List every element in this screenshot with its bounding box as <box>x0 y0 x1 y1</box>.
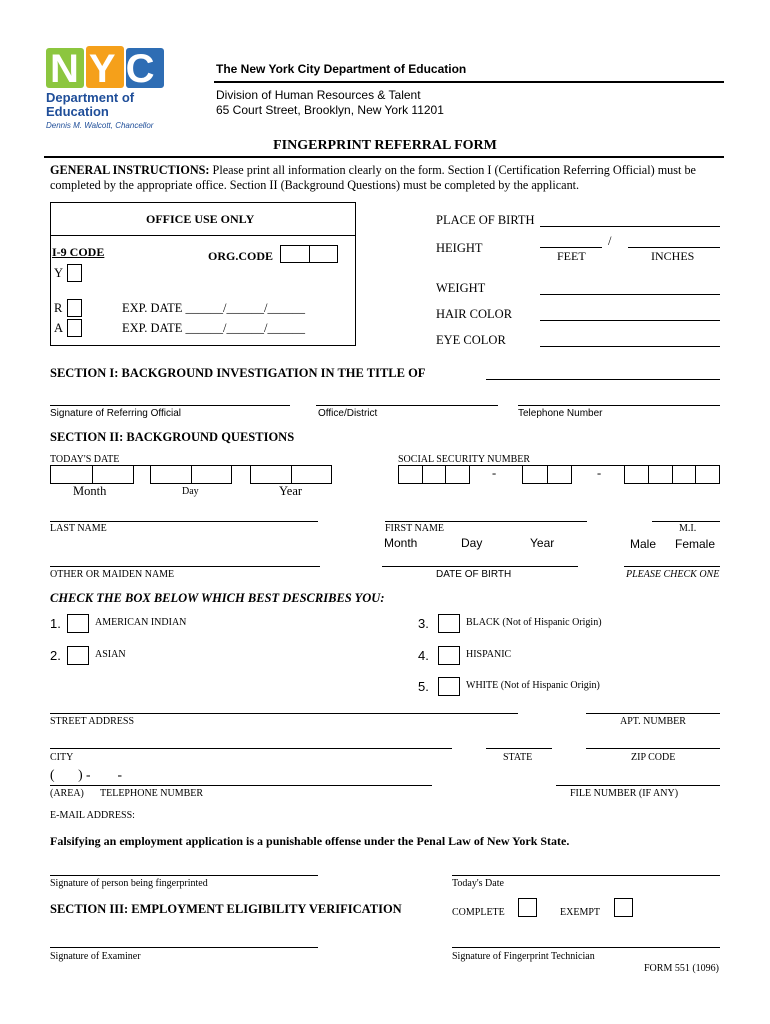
footer-todays-date-label: Today's Date <box>452 878 504 889</box>
header-address: 65 Court Street, Brooklyn, New York 11201 <box>216 103 444 117</box>
a-checkbox[interactable] <box>67 319 82 337</box>
todays-date-day-label: Day <box>182 486 199 497</box>
height-label: HEIGHT <box>436 241 483 255</box>
exempt-checkbox[interactable] <box>614 898 633 917</box>
ethnicity-num-5: 5. <box>418 679 429 694</box>
eye-color-label: EYE COLOR <box>436 333 506 347</box>
r-label: R <box>54 301 63 315</box>
apt-number-label: APT. NUMBER <box>620 716 686 727</box>
title-of-field[interactable] <box>486 379 720 380</box>
org-code-label: ORG.CODE <box>208 249 274 263</box>
exp-date-a[interactable]: EXP. DATE ______/______/______ <box>122 321 305 335</box>
y-label: Y <box>54 266 64 280</box>
height-slash: / <box>608 234 612 248</box>
phone-field[interactable] <box>50 785 432 786</box>
instructions <box>50 163 726 193</box>
dept-line2: Education <box>46 104 109 119</box>
hair-color-label: HAIR COLOR <box>436 307 513 321</box>
exempt-label: EXEMPT <box>560 907 600 918</box>
ethnicity-num-4: 4. <box>418 648 429 663</box>
instructions-label: GENERAL INSTRUCTIONS: <box>50 163 210 177</box>
todays-date-month[interactable] <box>50 465 134 484</box>
ethnicity-checkbox-3[interactable] <box>438 614 460 633</box>
ethnicity-checkbox-1[interactable] <box>67 614 89 633</box>
office-district-label: Office/District <box>318 408 378 419</box>
female-option[interactable]: Female <box>675 537 716 551</box>
dob-year-label: Year <box>530 536 555 550</box>
ethnicity-num-1: 1. <box>50 616 61 631</box>
footer-todays-date-field[interactable] <box>452 875 720 876</box>
section1-phone-field[interactable] <box>518 405 720 406</box>
a-label: A <box>54 321 64 335</box>
place-of-birth-field[interactable] <box>540 226 720 227</box>
height-inches-field[interactable] <box>628 247 720 248</box>
height-feet-field[interactable] <box>540 247 602 248</box>
ethnicity-checkbox-5[interactable] <box>438 677 460 696</box>
gender-field[interactable] <box>624 566 720 567</box>
eye-color-field[interactable] <box>540 346 720 347</box>
email-label: E-MAIL ADDRESS: <box>50 810 135 821</box>
ethnicity-checkbox-4[interactable] <box>438 646 460 665</box>
phone-format[interactable]: ( ) - - <box>50 767 122 782</box>
ethnicity-num-3: 3. <box>418 616 429 631</box>
apt-number-field[interactable] <box>586 713 720 714</box>
hair-color-field[interactable] <box>540 320 720 321</box>
office-use-title: OFFICE USE ONLY <box>146 212 255 226</box>
nyc-logo <box>44 44 166 134</box>
ethnicity-label-2: ASIAN <box>95 649 126 660</box>
ethnicity-num-2: 2. <box>50 648 61 663</box>
maiden-name-label: OTHER OR MAIDEN NAME <box>50 569 175 580</box>
header-rule <box>214 81 724 83</box>
first-name-field[interactable] <box>385 521 587 522</box>
org-code-input[interactable] <box>280 245 338 263</box>
ethnicity-prompt: CHECK THE BOX BELOW WHICH BEST DESCRIBES YOU: <box>50 591 385 605</box>
area-label: (AREA) <box>50 788 84 799</box>
i9-code-label: I-9 CODE <box>52 245 105 259</box>
inches-label: INCHES <box>651 249 695 263</box>
ethnicity-label-1: AMERICAN INDIAN <box>95 617 187 628</box>
mi-label: M.I. <box>679 523 697 534</box>
ssn-part2[interactable] <box>522 465 572 484</box>
mi-field[interactable] <box>652 521 720 522</box>
org-name: The New York City Department of Education <box>216 62 467 76</box>
weight-field[interactable] <box>540 294 720 295</box>
dob-field[interactable] <box>382 566 578 567</box>
y-checkbox[interactable] <box>67 264 82 282</box>
complete-label: COMPLETE <box>452 907 505 918</box>
examiner-sig-label: Signature of Examiner <box>50 951 141 962</box>
nyc-logo-text: NYC <box>50 47 165 91</box>
ethnicity-label-3: BLACK (Not of Hispanic Origin) <box>466 617 602 628</box>
todays-date-year[interactable] <box>250 465 332 484</box>
technician-sig-label: Signature of Fingerprint Technician <box>452 951 595 962</box>
state-label: STATE <box>503 752 533 763</box>
todays-date-year-label: Year <box>279 484 303 498</box>
zip-code-label: ZIP CODE <box>631 752 676 763</box>
city-label: CITY <box>50 752 74 763</box>
city-field[interactable] <box>50 748 452 749</box>
male-option[interactable]: Male <box>630 537 657 551</box>
todays-date-day[interactable] <box>150 465 232 484</box>
file-number-field[interactable] <box>556 785 720 786</box>
title-rule <box>44 156 724 158</box>
ssn-dash1: - <box>492 466 497 480</box>
maiden-name-field[interactable] <box>50 566 320 567</box>
ethnicity-label-5: WHITE (Not of Hispanic Origin) <box>466 680 600 691</box>
falsifying-warning: Falsifying an employment application is a punishable offense under the Penal Law of New York State. <box>50 834 570 848</box>
feet-label: FEET <box>557 249 586 263</box>
ethnicity-checkbox-2[interactable] <box>67 646 89 665</box>
person-sig-label: Signature of person being fingerprinted <box>50 878 208 889</box>
section1-title: SECTION I: BACKGROUND INVESTIGATION IN THE TITLE OF <box>50 366 426 380</box>
dob-label: DATE OF BIRTH <box>436 569 512 580</box>
ssn-part1[interactable] <box>398 465 470 484</box>
place-of-birth-label: PLACE OF BIRTH <box>436 213 535 227</box>
referring-official-sig-label: Signature of Referring Official <box>50 408 181 419</box>
ethnicity-label-4: HISPANIC <box>466 649 512 660</box>
file-number-label: FILE NUMBER (IF ANY) <box>570 788 679 799</box>
ssn-dash2: - <box>597 466 602 480</box>
ssn-part3[interactable] <box>624 465 720 484</box>
division: Division of Human Resources & Talent <box>216 88 421 102</box>
examiner-sig-field[interactable] <box>50 947 318 948</box>
zip-code-field[interactable] <box>586 748 720 749</box>
street-address-field[interactable] <box>50 713 518 714</box>
technician-sig-field[interactable] <box>452 947 720 948</box>
section2-title: SECTION II: BACKGROUND QUESTIONS <box>50 430 295 444</box>
telephone-label: TELEPHONE NUMBER <box>100 788 204 799</box>
last-name-label: LAST NAME <box>50 523 107 534</box>
todays-date-label: TODAY'S DATE <box>50 454 120 465</box>
todays-date-month-label: Month <box>73 484 107 498</box>
office-district-field[interactable] <box>316 405 498 406</box>
dob-month-label: Month <box>384 536 418 550</box>
chancellor: Dennis M. Walcott, Chancellor <box>46 121 154 130</box>
check-one-label: PLEASE CHECK ONE <box>626 569 720 580</box>
last-name-field[interactable] <box>50 521 318 522</box>
person-sig-field[interactable] <box>50 875 318 876</box>
state-field[interactable] <box>486 748 552 749</box>
instructions-text: Please print all information clearly on the form. Section I (Certification Referring Official) must be completed by the appropriate office. Section II (Background Questions) must be completed by the applicant. <box>50 163 696 192</box>
dept-line1: Department of <box>46 90 135 105</box>
form-number: FORM 551 (1096) <box>644 963 720 974</box>
office-use-divider <box>50 235 356 236</box>
section1-phone-label: Telephone Number <box>518 408 603 419</box>
weight-label: WEIGHT <box>436 281 486 295</box>
first-name-label: FIRST NAME <box>385 523 444 534</box>
referring-official-sig-field[interactable] <box>50 405 290 406</box>
complete-checkbox[interactable] <box>518 898 537 917</box>
street-address-label: STREET ADDRESS <box>50 716 134 727</box>
section3-title: SECTION III: EMPLOYMENT ELIGIBILITY VERIFICATION <box>50 902 402 916</box>
form-title: FINGERPRINT REFERRAL FORM <box>273 138 497 153</box>
r-checkbox[interactable] <box>67 299 82 317</box>
dob-day-label: Day <box>461 536 483 550</box>
ssn-label: SOCIAL SECURITY NUMBER <box>398 454 531 465</box>
exp-date-r[interactable]: EXP. DATE ______/______/______ <box>122 301 305 315</box>
